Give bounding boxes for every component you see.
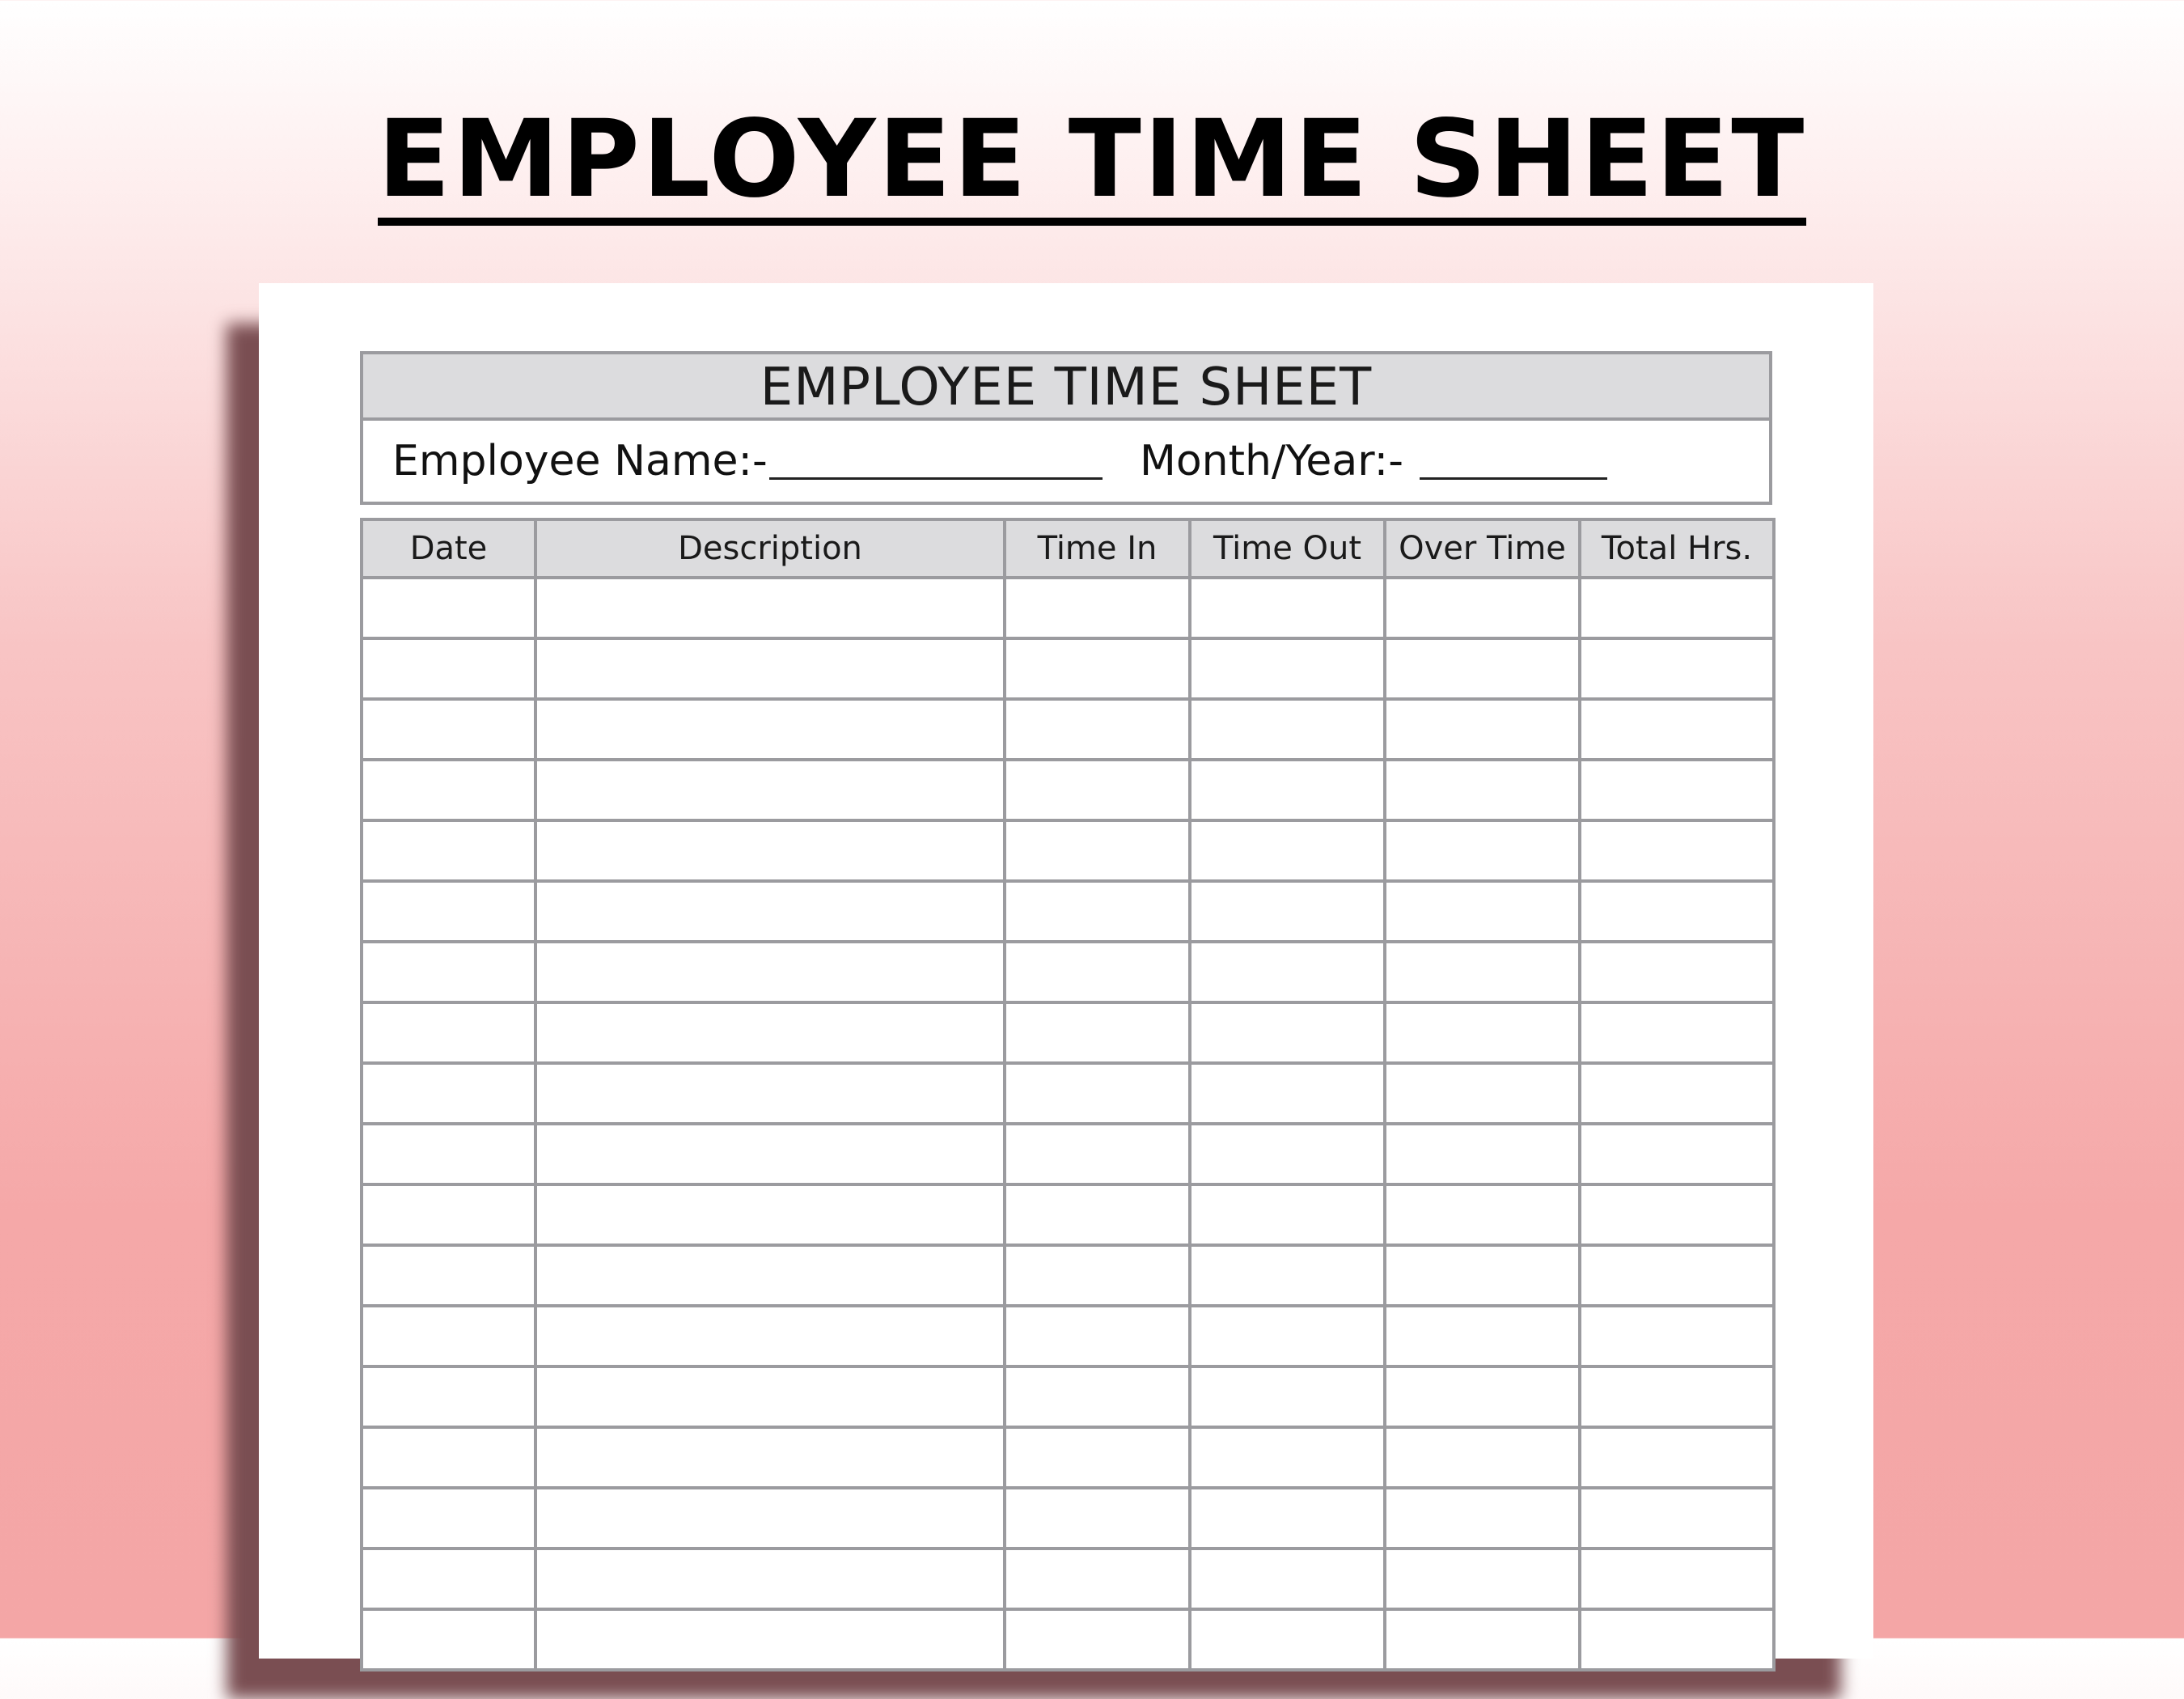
- table-cell[interactable]: [1385, 1063, 1580, 1124]
- table-cell[interactable]: [1190, 1609, 1385, 1670]
- table-cell[interactable]: [1005, 1306, 1190, 1366]
- table-row: [362, 1124, 1774, 1184]
- table-cell[interactable]: [1190, 1488, 1385, 1549]
- table-cell[interactable]: [1385, 1488, 1580, 1549]
- table-cell[interactable]: [535, 1245, 1005, 1306]
- column-header-date: Date: [362, 519, 535, 578]
- table-row: [362, 881, 1774, 942]
- table-cell[interactable]: [1580, 1549, 1774, 1609]
- table-cell[interactable]: [1385, 1366, 1580, 1427]
- table-row: [362, 1184, 1774, 1245]
- table-cell[interactable]: [535, 638, 1005, 699]
- table-cell[interactable]: [535, 699, 1005, 760]
- column-header-total-hrs: Total Hrs.: [1580, 519, 1774, 578]
- table-cell[interactable]: [1190, 699, 1385, 760]
- table-cell[interactable]: [1580, 1306, 1774, 1366]
- table-cell[interactable]: [1385, 1002, 1580, 1063]
- table-cell[interactable]: [535, 578, 1005, 638]
- table-cell[interactable]: [1005, 578, 1190, 638]
- table-row: [362, 760, 1774, 820]
- timesheet-form: [360, 351, 1772, 1671]
- table-cell[interactable]: [1005, 820, 1190, 881]
- timesheet-table: [360, 518, 1776, 1671]
- table-cell[interactable]: [1385, 1427, 1580, 1488]
- table-body: [362, 578, 1774, 1670]
- table-cell[interactable]: [362, 760, 535, 820]
- table-cell[interactable]: [1580, 820, 1774, 881]
- table-cell[interactable]: [1385, 820, 1580, 881]
- table-cell[interactable]: [1385, 881, 1580, 942]
- table-cell[interactable]: [1190, 760, 1385, 820]
- banner-title: EMPLOYEE TIME SHEET: [378, 104, 1807, 226]
- table-row: [362, 1063, 1774, 1124]
- table-cell[interactable]: [1190, 881, 1385, 942]
- table-cell[interactable]: [362, 1488, 535, 1549]
- table-cell[interactable]: [1190, 1245, 1385, 1306]
- table-cell[interactable]: [1580, 1245, 1774, 1306]
- table-cell[interactable]: [1385, 1245, 1580, 1306]
- table-cell[interactable]: [535, 1609, 1005, 1670]
- table-cell[interactable]: [535, 881, 1005, 942]
- table-cell[interactable]: [362, 1184, 535, 1245]
- table-cell[interactable]: [1580, 760, 1774, 820]
- table-row: [362, 1002, 1774, 1063]
- table-cell[interactable]: [1190, 1184, 1385, 1245]
- table-cell[interactable]: [1005, 1609, 1190, 1670]
- table-cell[interactable]: [362, 638, 535, 699]
- table-cell[interactable]: [1190, 1306, 1385, 1366]
- month-year-label: Month/Year:-: [1140, 437, 1403, 485]
- table-cell[interactable]: [1005, 942, 1190, 1002]
- table-cell[interactable]: [1580, 1488, 1774, 1549]
- table-cell[interactable]: [1580, 578, 1774, 638]
- table-cell[interactable]: [535, 1184, 1005, 1245]
- table-cell[interactable]: [535, 942, 1005, 1002]
- table-cell[interactable]: [1005, 1184, 1190, 1245]
- table-cell[interactable]: [535, 1124, 1005, 1184]
- table-cell[interactable]: [1580, 1124, 1774, 1184]
- table-cell[interactable]: [1190, 942, 1385, 1002]
- table-cell[interactable]: [535, 760, 1005, 820]
- table-cell[interactable]: [362, 1366, 535, 1427]
- table-cell[interactable]: [1385, 1549, 1580, 1609]
- table-cell[interactable]: [1580, 638, 1774, 699]
- table-cell[interactable]: [535, 820, 1005, 881]
- table-cell[interactable]: [1385, 1184, 1580, 1245]
- table-cell[interactable]: [1190, 1427, 1385, 1488]
- table-cell[interactable]: [1580, 942, 1774, 1002]
- table-row: [362, 1549, 1774, 1609]
- table-cell[interactable]: [362, 1124, 535, 1184]
- month-year-field[interactable]: [1420, 477, 1607, 480]
- table-cell[interactable]: [1385, 942, 1580, 1002]
- table-cell[interactable]: [362, 578, 535, 638]
- table-cell[interactable]: [1005, 1427, 1190, 1488]
- column-header-time-out: Time Out: [1190, 519, 1385, 578]
- table-cell[interactable]: [535, 1306, 1005, 1366]
- table-cell[interactable]: [362, 1427, 535, 1488]
- form-fields: [363, 421, 1769, 502]
- table-cell[interactable]: [362, 820, 535, 881]
- table-cell[interactable]: [362, 1609, 535, 1670]
- table-cell[interactable]: [362, 1063, 535, 1124]
- table-cell[interactable]: [1190, 1366, 1385, 1427]
- table-cell[interactable]: [535, 1488, 1005, 1549]
- table-cell[interactable]: [535, 1427, 1005, 1488]
- table-row: [362, 638, 1774, 699]
- table-cell[interactable]: [535, 1366, 1005, 1427]
- timesheet-page: [259, 283, 1873, 1659]
- banner-title-wrap: [0, 97, 2184, 226]
- table-cell[interactable]: [362, 1002, 535, 1063]
- table-cell[interactable]: [535, 1002, 1005, 1063]
- table-cell[interactable]: [1005, 760, 1190, 820]
- table-cell[interactable]: [1580, 1609, 1774, 1670]
- table-cell[interactable]: [362, 881, 535, 942]
- table-cell[interactable]: [362, 1245, 535, 1306]
- table-cell[interactable]: [1190, 578, 1385, 638]
- table-row: [362, 1366, 1774, 1427]
- table-cell[interactable]: [1580, 1427, 1774, 1488]
- employee-name-field[interactable]: [769, 477, 1103, 480]
- table-cell[interactable]: [1385, 638, 1580, 699]
- table-cell[interactable]: [362, 1306, 535, 1366]
- table-header-row: [362, 519, 1774, 578]
- table-cell[interactable]: [1190, 820, 1385, 881]
- table-row: [362, 1427, 1774, 1488]
- table-cell[interactable]: [1005, 881, 1190, 942]
- table-cell[interactable]: [1005, 1245, 1190, 1306]
- table-cell[interactable]: [1385, 760, 1580, 820]
- table-cell[interactable]: [1190, 1063, 1385, 1124]
- table-cell[interactable]: [1190, 638, 1385, 699]
- table-cell[interactable]: [1005, 1366, 1190, 1427]
- table-cell[interactable]: [1580, 881, 1774, 942]
- table-cell[interactable]: [1190, 1124, 1385, 1184]
- table-cell[interactable]: [1190, 1549, 1385, 1609]
- table-row: [362, 942, 1774, 1002]
- table-cell[interactable]: [362, 1549, 535, 1609]
- table-row: [362, 578, 1774, 638]
- table-cell[interactable]: [1190, 1002, 1385, 1063]
- column-header-time-in: Time In: [1005, 519, 1190, 578]
- table-cell[interactable]: [1005, 638, 1190, 699]
- table-row: [362, 1609, 1774, 1670]
- table-cell[interactable]: [1385, 578, 1580, 638]
- table-cell[interactable]: [535, 1063, 1005, 1124]
- form-title: EMPLOYEE TIME SHEET: [363, 354, 1769, 421]
- column-header-description: Description: [535, 519, 1005, 578]
- table-cell[interactable]: [1385, 1609, 1580, 1670]
- table-cell[interactable]: [1005, 1488, 1190, 1549]
- column-header-over-time: Over Time: [1385, 519, 1580, 578]
- table-cell[interactable]: [1580, 1002, 1774, 1063]
- table-cell[interactable]: [1005, 1124, 1190, 1184]
- table-cell[interactable]: [362, 942, 535, 1002]
- table-cell[interactable]: [1385, 1306, 1580, 1366]
- table-cell[interactable]: [1580, 699, 1774, 760]
- table-row: [362, 1488, 1774, 1549]
- table-row: [362, 1245, 1774, 1306]
- form-header: [360, 351, 1772, 505]
- table-cell[interactable]: [1005, 1002, 1190, 1063]
- table-cell[interactable]: [1005, 1063, 1190, 1124]
- table-cell[interactable]: [362, 699, 535, 760]
- table-cell[interactable]: [1580, 1184, 1774, 1245]
- table-cell[interactable]: [1580, 1366, 1774, 1427]
- table-cell[interactable]: [535, 1549, 1005, 1609]
- table-cell[interactable]: [1005, 699, 1190, 760]
- table-row: [362, 699, 1774, 760]
- table-row: [362, 1306, 1774, 1366]
- table-cell[interactable]: [1385, 699, 1580, 760]
- table-cell[interactable]: [1580, 1063, 1774, 1124]
- table-row: [362, 820, 1774, 881]
- employee-name-label: Employee Name:-: [392, 437, 768, 485]
- table-cell[interactable]: [1005, 1549, 1190, 1609]
- table-cell[interactable]: [1385, 1124, 1580, 1184]
